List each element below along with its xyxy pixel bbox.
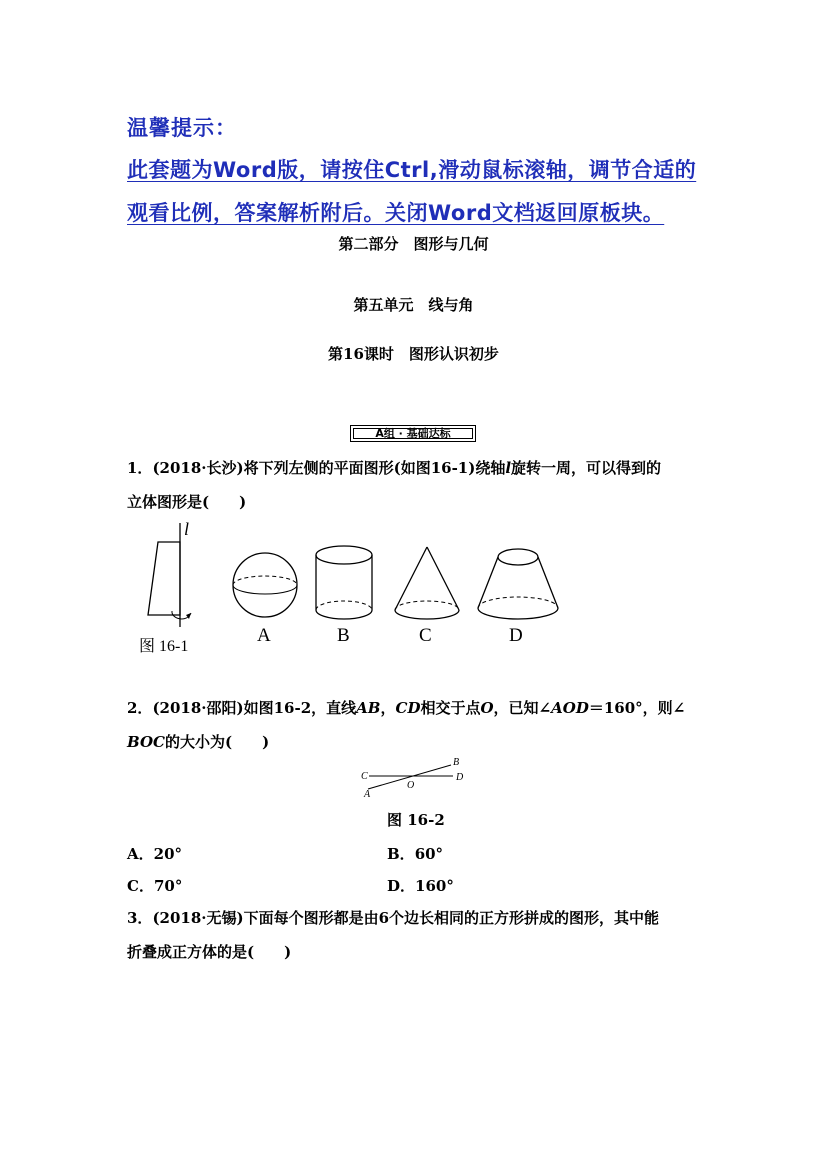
q2-option-b: B．60° xyxy=(387,845,444,863)
tip-title: 温馨提示： xyxy=(127,116,237,140)
figure-16-1-caption: 图 16-1 xyxy=(139,638,189,655)
option-label-b: B xyxy=(337,625,350,646)
q1-line-2: 立体图形是( ) xyxy=(127,493,247,511)
q2-line-2 xyxy=(127,731,269,752)
q2-comma: ， xyxy=(380,699,396,717)
q1-line-1 xyxy=(127,457,661,478)
point-a: A xyxy=(364,789,371,800)
lesson-heading: 第16课时 图形认识初步 xyxy=(328,345,499,363)
q2-text-e: 的大小为( ) xyxy=(164,733,270,751)
q3-line-2: 折叠成正方体的是( ) xyxy=(127,943,292,961)
q1-text-a: 将下列左侧的平面图形(如图16-1)绕轴 xyxy=(243,459,506,477)
figure-16-1 xyxy=(125,515,565,660)
q2-option-c: C．70° xyxy=(127,877,183,895)
q1-source: (2018·长沙) xyxy=(152,459,244,477)
q2-text-a: 如图16-2，直线 xyxy=(243,699,357,717)
axis-label: l xyxy=(184,519,190,539)
q2-source: (2018·邵阳) xyxy=(152,699,244,717)
group-badge: A组 · 基础达标 xyxy=(350,425,476,442)
tip-line-1[interactable]: 此套题为Word版，请按住Ctrl,滑动鼠标滚轴，调节合适的 xyxy=(127,158,697,182)
q2-line-1 xyxy=(127,697,685,718)
q2-text-d: ＝160°，则∠ xyxy=(588,699,686,717)
point-o: O xyxy=(407,780,415,791)
q2-ab: AB xyxy=(356,699,381,717)
option-label-c: C xyxy=(419,625,432,646)
q2-number: 2． xyxy=(127,699,153,717)
q3-source: (2018·无锡) xyxy=(152,909,244,927)
option-label-a: A xyxy=(257,625,271,646)
q2-text-c: ，已知∠ xyxy=(493,699,552,717)
figure-16-2-caption: 图 16-2 xyxy=(387,811,445,829)
frustum-shape xyxy=(478,549,558,619)
point-c: C xyxy=(361,771,368,782)
cone-shape xyxy=(395,547,459,619)
q2-cd: CD xyxy=(395,699,421,717)
point-b: B xyxy=(453,757,460,768)
q3-line-1 xyxy=(127,907,659,928)
q2-o: O xyxy=(480,699,494,717)
unit-heading: 第五单元 线与角 xyxy=(353,296,474,314)
q3-number: 3． xyxy=(127,909,153,927)
q1-number: 1． xyxy=(127,459,153,477)
q3-text: 下面每个图形都是由6个边长相同的正方形拼成的图形，其中能 xyxy=(243,909,660,927)
option-label-d: D xyxy=(509,625,523,646)
sphere-shape xyxy=(233,553,297,617)
q2-aod: AOD xyxy=(551,699,589,717)
tip-line-2[interactable]: 观看比例，答案解析附后。关闭Word文档返回原板块。 xyxy=(127,201,665,225)
figure-16-2 xyxy=(355,752,475,802)
q1-axis: l xyxy=(505,459,512,477)
q2-option-a: A．20° xyxy=(127,845,183,863)
part-heading: 第二部分 图形与几何 xyxy=(338,235,489,253)
point-d: D xyxy=(456,772,464,783)
q1-text-b: 旋转一周，可以得到的 xyxy=(511,459,662,477)
cylinder-shape xyxy=(316,546,372,619)
q2-option-d: D．160° xyxy=(387,877,454,895)
q2-boc: BOC xyxy=(127,733,165,751)
q2-text-b: 相交于点 xyxy=(420,699,481,717)
